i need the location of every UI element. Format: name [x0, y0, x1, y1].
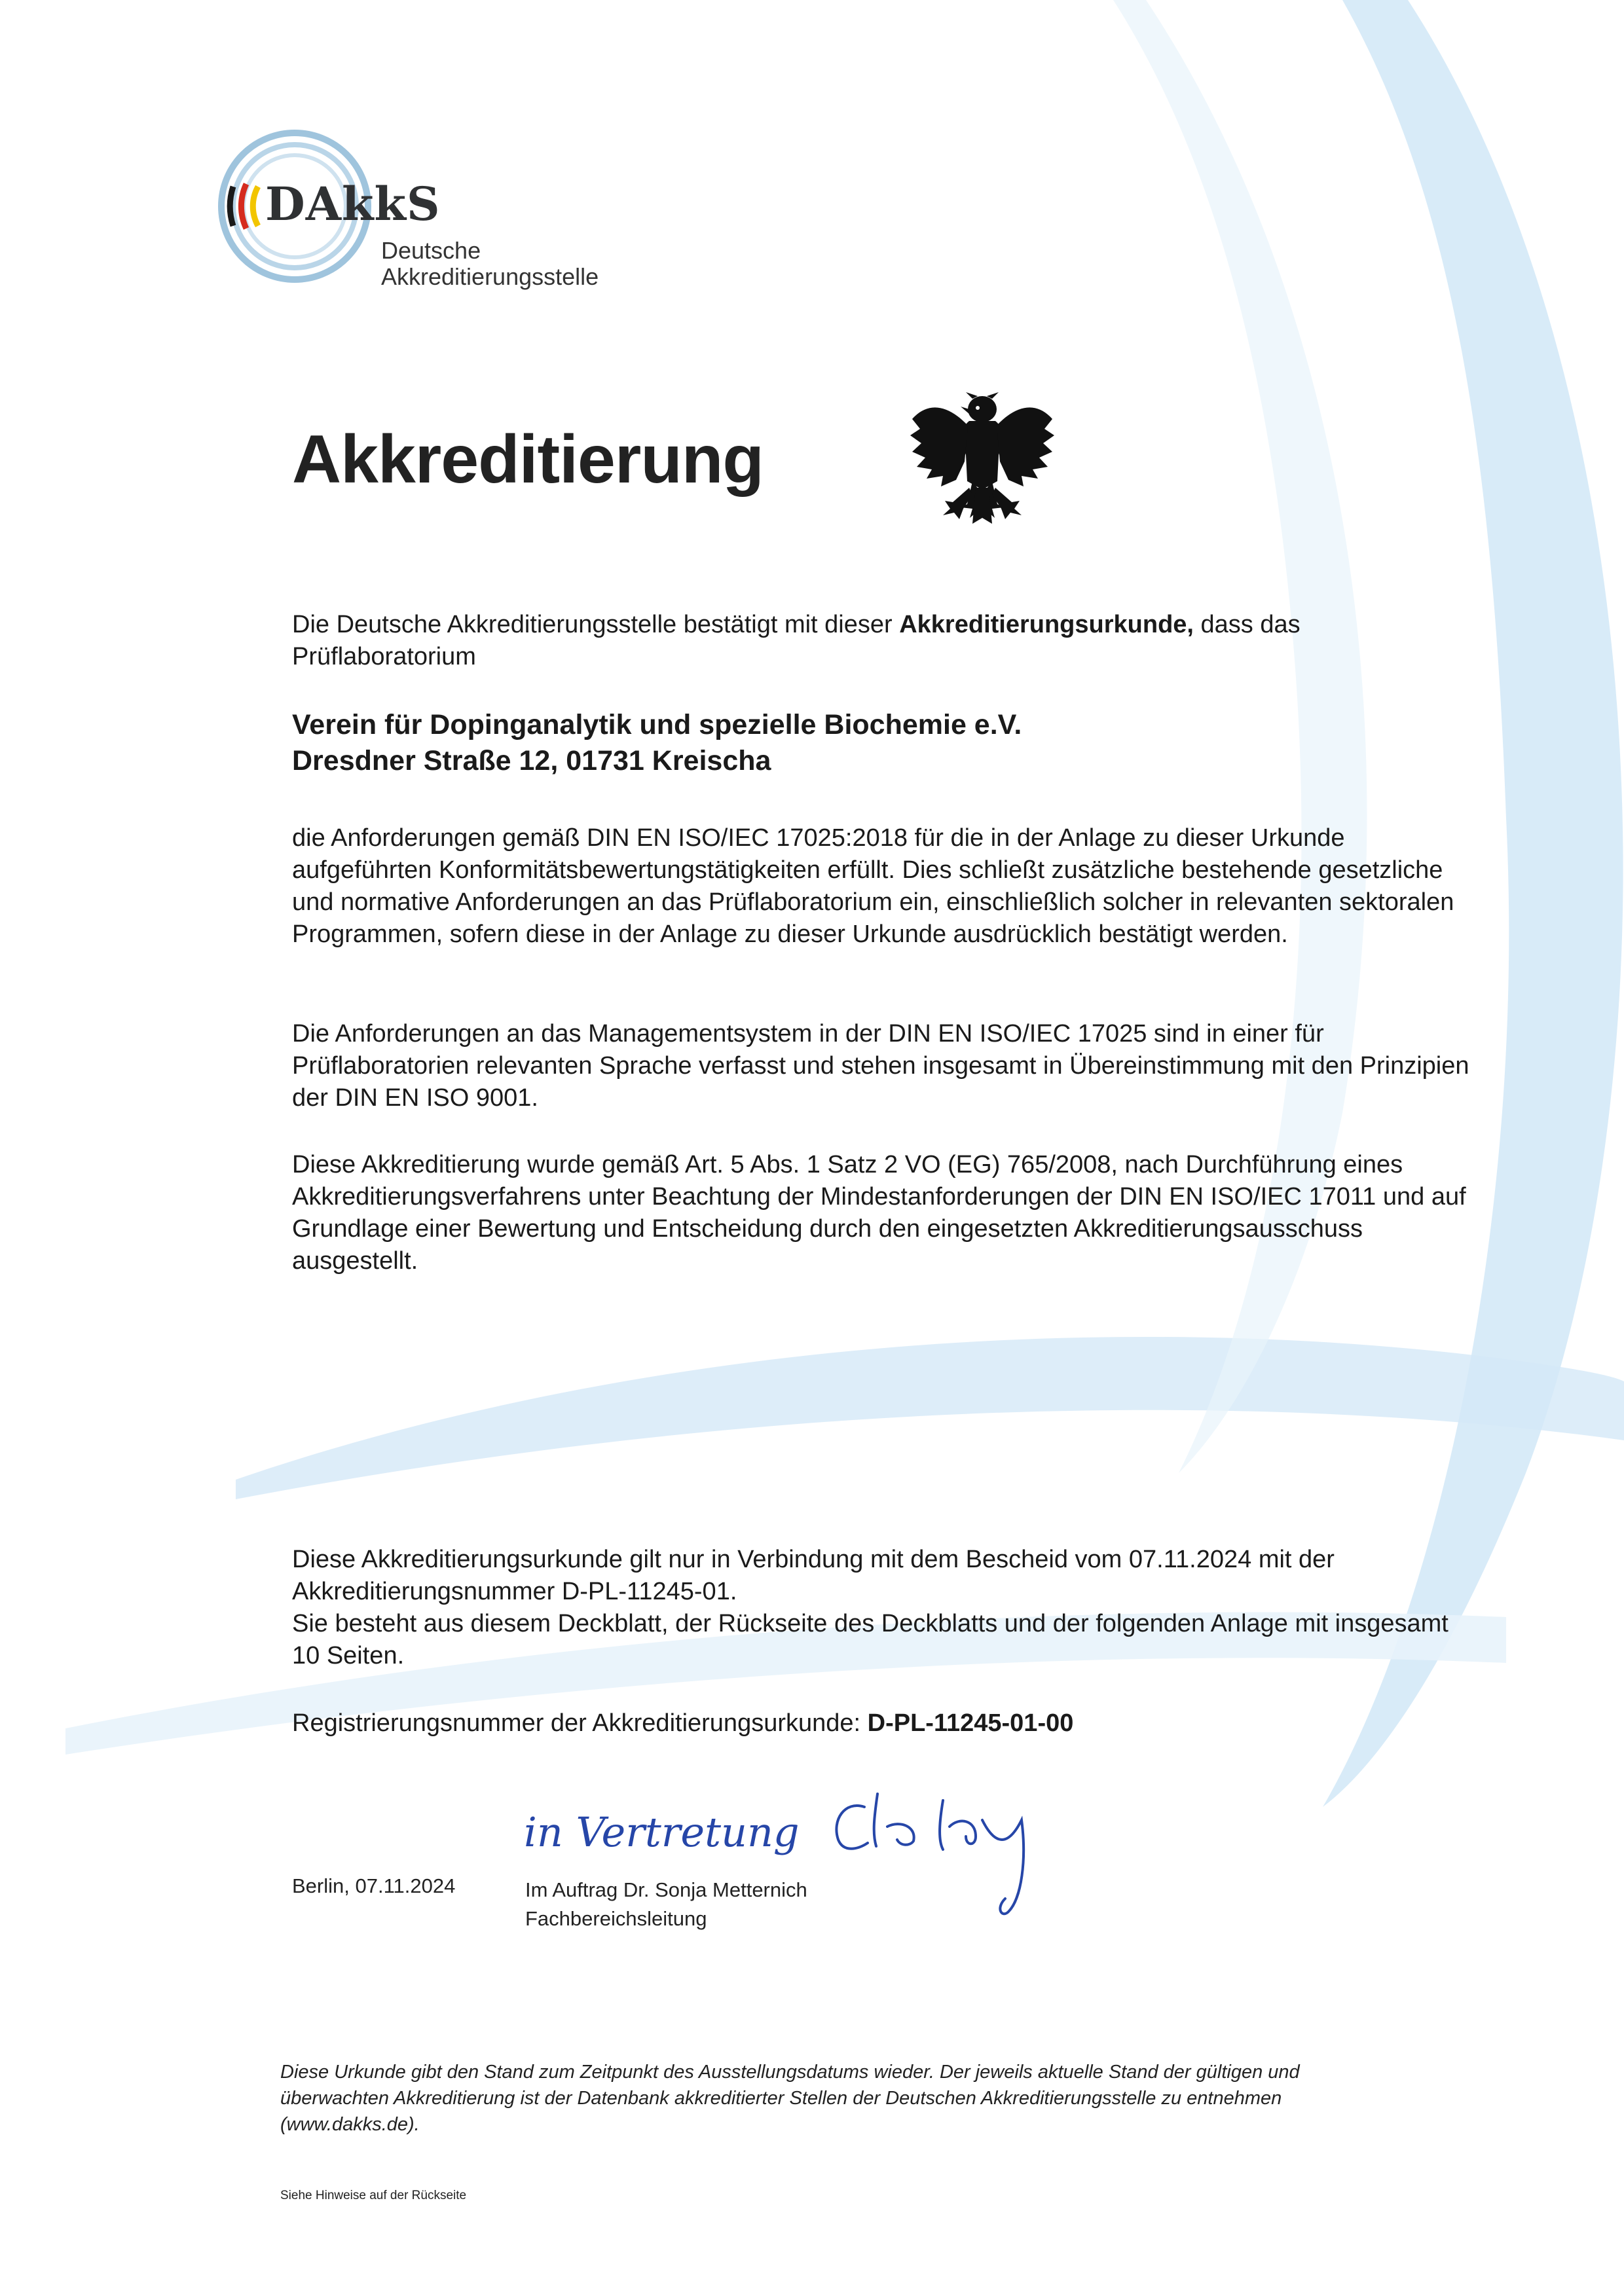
logo-line-deutsche: Deutsche — [381, 237, 481, 264]
lab-address: Dresdner Straße 12, 01731 Kreischa — [292, 745, 771, 776]
logo-line-akkreditierungsstelle: Akkreditierungsstelle — [381, 263, 599, 290]
validity-paragraph — [292, 1544, 1471, 1672]
lab-block — [292, 707, 1471, 779]
back-side-note: Siehe Hinweise auf der Rückseite — [280, 2189, 467, 2202]
dakks-logo — [216, 128, 635, 304]
intro-text-before: Die Deutsche Akkreditierungsstelle bestätigt mit dieser — [292, 611, 900, 638]
place-date: Berlin, 07.11.2024 — [292, 1874, 456, 1897]
registration-number: D-PL-11245-01-00 — [867, 1709, 1074, 1737]
disclaimer-note: Diese Urkunde gibt den Stand zum Zeitpunkt des Ausstellungsdatums wieder. Der jeweils aktuelle Stand der gültigen und überwachten Akkreditierung ist der Datenbank akkreditierter Stellen der Deutschen Akkreditierungsstelle zu entnehmen (www.dakks.de). — [280, 2062, 1300, 2135]
requirements-paragraph: die Anforderungen gemäß DIN EN ISO/IEC 17025:2018 für die in der Anlage zu dieser Urkunde aufgeführten Konformitätsbewertungstätigkeiten erfüllt. Dies schließt zusätzliche bestehende gesetzliche und normative Anforderungen an das Prüflaboratorium ein, einschließlich solcher in relevanten sektoralen Programmen, sofern diese in der Anlage zu dieser Urkunde ausdrücklich bestätigt werden. — [292, 824, 1454, 948]
legal-basis-paragraph: Diese Akkreditierung wurde gemäß Art. 5 Abs. 1 Satz 2 VO (EG) 765/2008, nach Durchführung eines Akkreditierungsverfahrens unter Beachtung der Mindestanforderungen der DIN EN ISO/IEC 17011 und auf Grundlage einer Bewertung und Entscheidung durch den eingesetzten Akkreditierungsausschuss ausgestellt. — [292, 1151, 1466, 1275]
intro-paragraph — [292, 609, 1471, 673]
signer-role: Fachbereichsleitung — [525, 1907, 707, 1930]
registration-label: Registrierungsnummer der Akkreditierungsurkunde: — [292, 1709, 868, 1737]
lab-name: Verein für Dopinganalytik und spezielle Biochemie e.V. — [292, 709, 1022, 740]
signer-block — [525, 1876, 807, 1933]
intro-text-after: dass das Prüflaboratorium — [292, 611, 1301, 670]
intro-text-bold: Akkreditierungsurkunde, — [899, 611, 1194, 638]
page-title: Akkreditierung — [292, 422, 764, 498]
validity-line-2: Sie besteht aus diesem Deckblatt, der Rückseite des Deckblatts und der folgenden Anlage mit insgesamt 10 Seiten. — [292, 1610, 1449, 1669]
signer-name: Im Auftrag Dr. Sonja Metternich — [525, 1878, 807, 1901]
validity-line-1: Diese Akkreditierungsurkunde gilt nur in Verbindung mit dem Bescheid vom 07.11.2024 mit der Akkreditierungsnummer D-PL-11245-01. — [292, 1546, 1335, 1605]
management-system-paragraph: Die Anforderungen an das Managementsystem in der DIN EN ISO/IEC 17025 sind in einer für Prüflaboratorien relevanten Sprache verfasst und stehen insgesamt in Übereinstimmung mit den Prinzipien der DIN EN ISO 9001. — [292, 1020, 1469, 1112]
logo-abbreviation: DAkkS — [265, 177, 441, 231]
registration-line — [292, 1707, 1471, 1740]
federal-eagle-icon — [907, 390, 1058, 530]
signature-handwritten-text: in Vertretung — [524, 1808, 800, 1856]
